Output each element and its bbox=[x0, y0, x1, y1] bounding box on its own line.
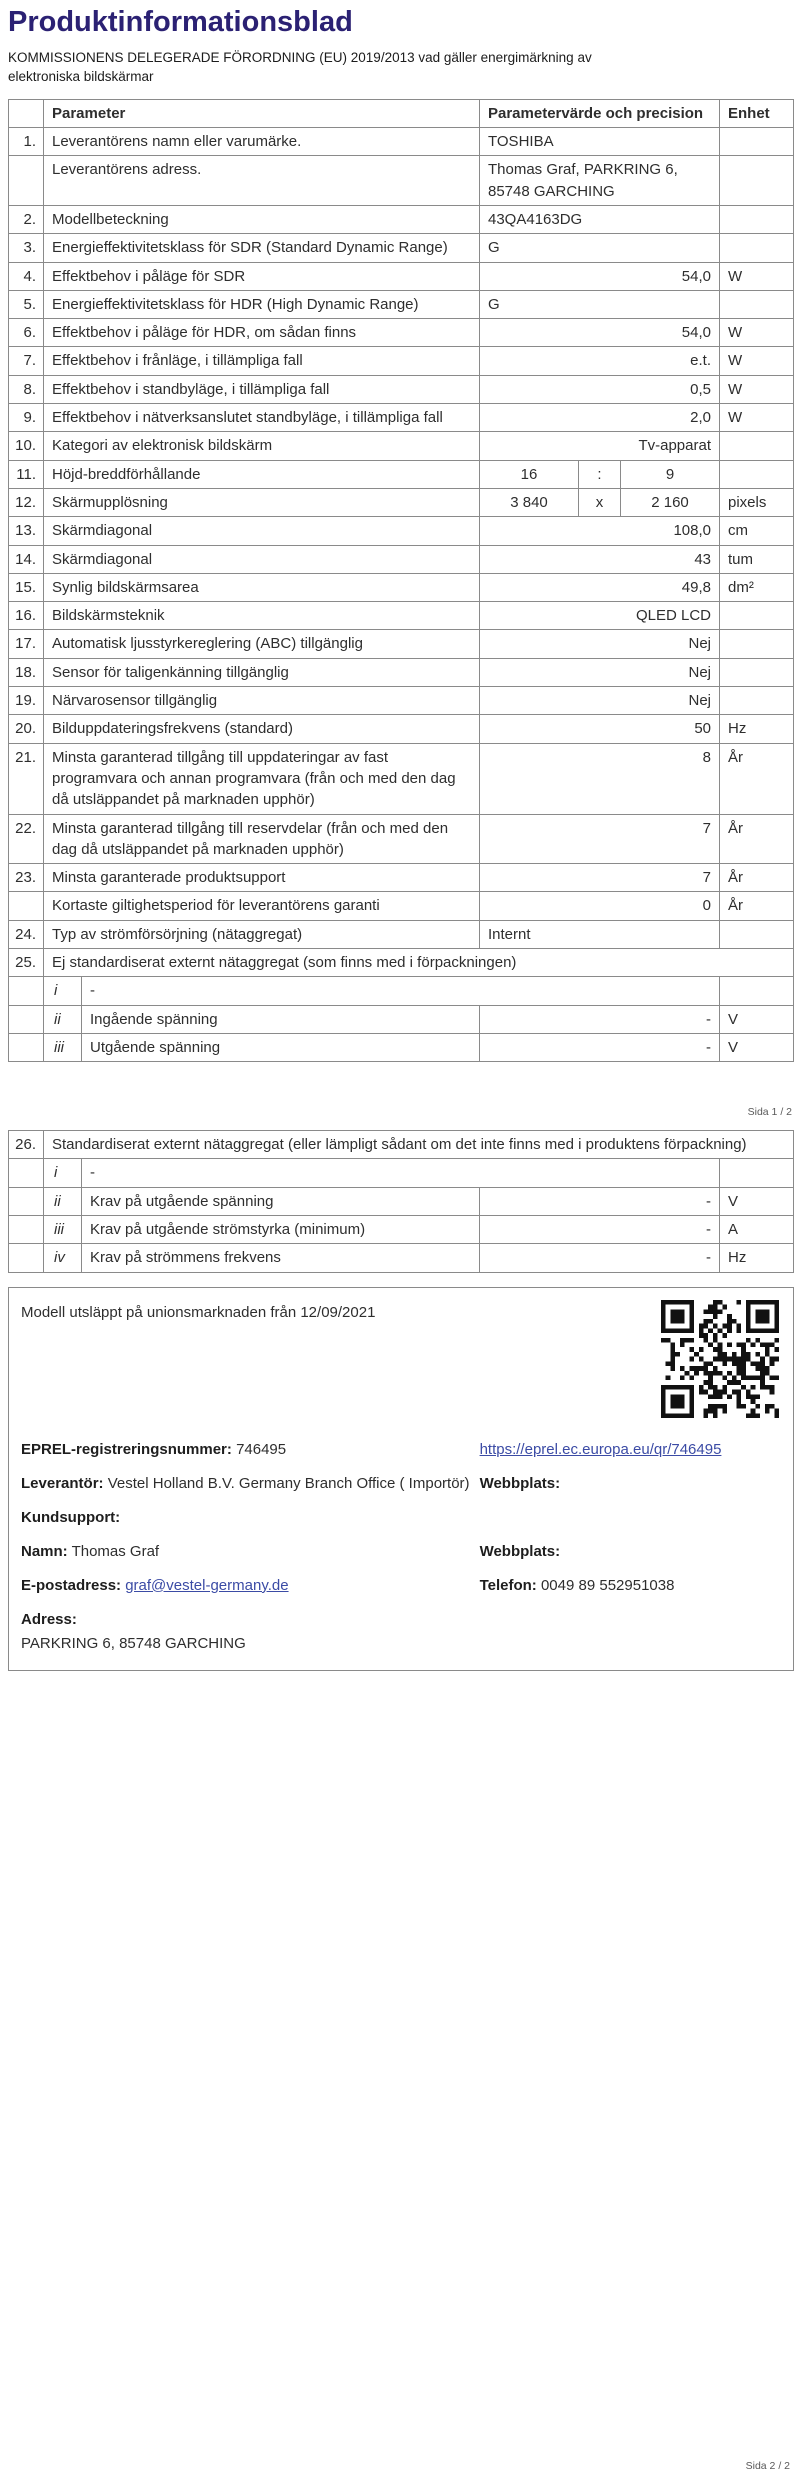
parameter-value: 54,0 bbox=[479, 319, 719, 346]
table-row bbox=[9, 891, 793, 919]
supplier-label: Leverantör: bbox=[21, 1474, 104, 1492]
unit-label bbox=[719, 461, 793, 488]
table-row bbox=[9, 290, 793, 318]
parameter-value: 54,0 bbox=[479, 263, 719, 290]
email-link[interactable]: graf@vestel-germany.de bbox=[125, 1576, 289, 1594]
market-release-row bbox=[21, 1298, 779, 1426]
parameter-label: Krav på utgående strömstyrka (minimum) bbox=[81, 1216, 479, 1243]
eprel-link-cell bbox=[480, 1439, 779, 1460]
unit-label: A bbox=[719, 1216, 793, 1243]
parameter-label: Typ av strömförsörjning (nätaggregat) bbox=[43, 921, 479, 948]
sub-row-numeral: i bbox=[43, 977, 81, 1004]
row-number: 14. bbox=[15, 550, 36, 568]
parameter-label: Effektbehov i påläge för HDR, om sådan finns bbox=[43, 319, 479, 346]
table-row bbox=[9, 262, 793, 290]
email-label: E-postadress: bbox=[21, 1576, 122, 1594]
unit-label: År bbox=[719, 892, 793, 919]
parameter-label: Standardiserat externt nätaggregat (eller lämpligt sådant om det inte finns med i produktens förpackning) bbox=[43, 1131, 793, 1158]
parameter-label: Effektbehov i påläge för SDR bbox=[43, 263, 479, 290]
unit-label bbox=[719, 977, 793, 1004]
regulation-subtitle: KOMMISSIONENS DELEGERADE FÖRORDNING (EU) 2019/2013 vad gäller energimärkning av elektroniska bildskärmar bbox=[8, 50, 592, 84]
parameter-value: 43 bbox=[479, 546, 719, 573]
contact-name-cell bbox=[21, 1541, 480, 1562]
phone-label: Telefon: bbox=[479, 1576, 537, 1594]
unit-label bbox=[719, 602, 793, 629]
header-parameter: Parameter bbox=[43, 100, 479, 127]
row-number: 8. bbox=[23, 380, 36, 398]
parameter-label: Energieffektivitetsklass för SDR (Standard Dynamic Range) bbox=[43, 234, 479, 261]
row-number: 12. bbox=[15, 493, 36, 511]
page-title: Produktinformationsblad bbox=[8, 6, 353, 38]
unit-label: Hz bbox=[719, 715, 793, 742]
parameter-label: Automatisk ljusstyrkereglering (ABC) tillgänglig bbox=[43, 630, 479, 657]
parameter-label: Närvarosensor tillgänglig bbox=[43, 687, 479, 714]
parameter-label: Modellbeteckning bbox=[43, 206, 479, 233]
unit-label bbox=[719, 128, 793, 155]
row-number: 1. bbox=[23, 133, 36, 151]
table-row bbox=[9, 601, 793, 629]
support-website-cell bbox=[480, 1541, 779, 1562]
page-2-label: Sida 2 / 2 bbox=[745, 2460, 790, 2472]
row-number bbox=[9, 156, 43, 205]
unit-label bbox=[719, 687, 793, 714]
parameter-label: Krav på strömmens frekvens bbox=[81, 1244, 479, 1271]
row-number: 2. bbox=[23, 210, 36, 228]
unit-label: År bbox=[719, 864, 793, 891]
row-number bbox=[9, 1034, 43, 1061]
website-label: Webbplats: bbox=[479, 1474, 561, 1492]
row-number: 22. bbox=[15, 819, 36, 837]
row-number bbox=[9, 1188, 43, 1215]
table-row bbox=[9, 488, 793, 516]
row-number: 6. bbox=[23, 324, 36, 342]
unit-label: År bbox=[719, 744, 793, 814]
parameter-value: G bbox=[479, 291, 719, 318]
table-row bbox=[9, 686, 793, 714]
phone-value: 0049 89 552951038 bbox=[540, 1576, 675, 1594]
parameter-value: 43QA4163DG bbox=[479, 206, 719, 233]
supplier-cell bbox=[21, 1473, 480, 1494]
eprel-link[interactable]: https://eprel.ec.europa.eu/qr/746495 bbox=[479, 1440, 722, 1458]
parameter-value: 7 bbox=[479, 864, 719, 891]
row-number bbox=[9, 1244, 43, 1271]
unit-label bbox=[719, 630, 793, 657]
parameter-value: - bbox=[479, 1244, 719, 1271]
unit-label: V bbox=[719, 1188, 793, 1215]
parameter-label: Sensor för taligenkänning tillgänglig bbox=[43, 659, 479, 686]
contact-email-row bbox=[21, 1575, 779, 1596]
parameter-value: e.t. bbox=[479, 347, 719, 374]
unit-label: W bbox=[719, 319, 793, 346]
parameter-value: - bbox=[479, 1188, 719, 1215]
parameter-table-page1 bbox=[8, 99, 794, 1062]
address-label-cell bbox=[21, 1609, 480, 1630]
table-row bbox=[9, 1005, 793, 1033]
value-part-1: 16 bbox=[479, 461, 578, 488]
parameter-value: 8 bbox=[479, 744, 719, 814]
unit-label: W bbox=[719, 404, 793, 431]
eprel-label: EPREL-registreringsnummer: bbox=[21, 1440, 232, 1458]
row-number: 11. bbox=[16, 465, 36, 483]
table-row bbox=[9, 1131, 793, 1158]
parameter-label: Effektbehov i nätverksanslutet standbyläge, i tillämpliga fall bbox=[43, 404, 479, 431]
row-number: 25. bbox=[15, 953, 36, 971]
table-row bbox=[9, 545, 793, 573]
parameter-value: Thomas Graf, PARKRING 6, 85748 GARCHING bbox=[479, 156, 719, 205]
table-row bbox=[9, 629, 793, 657]
row-number bbox=[9, 977, 43, 1004]
row-number bbox=[9, 1216, 43, 1243]
table-row bbox=[9, 573, 793, 601]
parameter-label: Skärmdiagonal bbox=[43, 546, 479, 573]
unit-label: cm bbox=[719, 517, 793, 544]
supplier-value: Vestel Holland B.V. Germany Branch Office ( Importör) bbox=[107, 1474, 470, 1492]
support-label: Kundsupport: bbox=[21, 1508, 121, 1526]
table-row bbox=[9, 658, 793, 686]
website-label-2: Webbplats: bbox=[479, 1542, 561, 1560]
parameter-value: Internt bbox=[479, 921, 719, 948]
eprel-value: 746495 bbox=[236, 1440, 287, 1458]
row-number: 5. bbox=[23, 295, 36, 313]
row-number: 9. bbox=[23, 409, 36, 427]
parameter-value: 2,0 bbox=[479, 404, 719, 431]
sub-row-numeral: iii bbox=[43, 1034, 81, 1061]
row-number: 4. bbox=[23, 267, 36, 285]
parameter-value: TOSHIBA bbox=[479, 128, 719, 155]
value-separator: x bbox=[578, 489, 620, 516]
parameter-label: Leverantörens namn eller varumärke. bbox=[43, 128, 479, 155]
address-label-row bbox=[21, 1609, 779, 1630]
unit-label: Hz bbox=[719, 1244, 793, 1271]
parameter-label: Minsta garanterad tillgång till uppdateringar av fast programvara och annan programvara (från och med den dag då utsläppandet på marknaden upphör) bbox=[43, 744, 479, 814]
parameter-label: Skärmupplösning bbox=[43, 489, 479, 516]
parameter-label: Bilduppdateringsfrekvens (standard) bbox=[43, 715, 479, 742]
parameter-label: Kategori av elektronisk bildskärm bbox=[43, 432, 479, 459]
parameter-value: QLED LCD bbox=[479, 602, 719, 629]
row-number: 7. bbox=[23, 352, 36, 370]
table-row bbox=[9, 1187, 793, 1215]
row-number: 17. bbox=[15, 635, 36, 653]
supplier-info-box bbox=[8, 1287, 794, 1671]
sub-row-numeral: iv bbox=[43, 1244, 81, 1271]
unit-label: tum bbox=[719, 546, 793, 573]
parameter-value: 50 bbox=[479, 715, 719, 742]
parameter-table-page2 bbox=[8, 1130, 794, 1272]
header-value: Parametervärde och precision bbox=[479, 100, 719, 127]
parameter-label: Bildskärmsteknik bbox=[43, 602, 479, 629]
table-row bbox=[9, 318, 793, 346]
table-row bbox=[9, 233, 793, 261]
page-1-label: Sida 1 / 2 bbox=[747, 1106, 792, 1119]
table-header-row bbox=[9, 100, 793, 127]
row-number bbox=[9, 892, 43, 919]
eprel-row bbox=[21, 1439, 779, 1460]
unit-label: V bbox=[719, 1034, 793, 1061]
table-row bbox=[9, 431, 793, 459]
unit-label bbox=[719, 291, 793, 318]
parameter-value: - bbox=[81, 1159, 719, 1186]
parameter-value: 49,8 bbox=[479, 574, 719, 601]
parameter-value: 7 bbox=[479, 815, 719, 864]
sub-row-numeral: iii bbox=[43, 1216, 81, 1243]
value-part-2: 9 bbox=[620, 461, 719, 488]
row-number: 24. bbox=[15, 925, 36, 943]
table-row bbox=[9, 403, 793, 431]
row-number: 15. bbox=[15, 578, 36, 596]
parameter-label: Effektbehov i standbyläge, i tillämpliga fall bbox=[43, 376, 479, 403]
parameter-label: Minsta garanterade produktsupport bbox=[43, 864, 479, 891]
address-value: PARKRING 6, 85748 GARCHING bbox=[21, 1634, 246, 1652]
parameter-label: Utgående spänning bbox=[81, 1034, 479, 1061]
parameter-value: - bbox=[479, 1006, 719, 1033]
unit-label: pixels bbox=[719, 489, 793, 516]
table-row bbox=[9, 976, 793, 1004]
row-number: 19. bbox=[15, 692, 36, 710]
unit-label bbox=[719, 206, 793, 233]
unit-label bbox=[719, 432, 793, 459]
unit-label bbox=[719, 921, 793, 948]
parameter-label: Synlig bildskärmsarea bbox=[43, 574, 479, 601]
unit-label bbox=[719, 1159, 793, 1186]
parameter-label: Skärmdiagonal bbox=[43, 517, 479, 544]
table-row bbox=[9, 155, 793, 205]
parameter-value: G bbox=[479, 234, 719, 261]
name-value: Thomas Graf bbox=[71, 1542, 160, 1560]
sub-row-numeral: ii bbox=[43, 1188, 81, 1215]
parameter-label: Krav på utgående spänning bbox=[81, 1188, 479, 1215]
address-label: Adress: bbox=[21, 1610, 77, 1628]
parameter-label: Minsta garanterad tillgång till reservdelar (från och med den dag då utsläppandet på marknaden upphör) bbox=[43, 815, 479, 864]
table-row bbox=[9, 346, 793, 374]
table-row bbox=[9, 1033, 793, 1061]
parameter-value: - bbox=[479, 1216, 719, 1243]
value-part-2: 2 160 bbox=[620, 489, 719, 516]
parameter-value: - bbox=[81, 977, 719, 1004]
parameter-value: Nej bbox=[479, 630, 719, 657]
unit-label bbox=[719, 234, 793, 261]
support-cell bbox=[21, 1507, 480, 1528]
parameter-value: 0 bbox=[479, 892, 719, 919]
parameter-label: Energieffektivitetsklass för HDR (High Dynamic Range) bbox=[43, 291, 479, 318]
value-separator: : bbox=[578, 461, 620, 488]
unit-label: År bbox=[719, 815, 793, 864]
row-number: 20. bbox=[15, 720, 36, 738]
unit-label: W bbox=[719, 347, 793, 374]
email-cell bbox=[21, 1575, 480, 1596]
market-release-text: Modell utsläppt på unionsmarknaden från 12/09/2021 bbox=[21, 1303, 376, 1321]
parameter-value: Nej bbox=[479, 687, 719, 714]
table-row bbox=[9, 1243, 793, 1271]
supplier-website-cell bbox=[480, 1473, 779, 1494]
row-number bbox=[9, 1159, 43, 1186]
parameter-label: Ingående spänning bbox=[81, 1006, 479, 1033]
row-number: 10. bbox=[15, 437, 36, 455]
row-number: 26. bbox=[15, 1136, 36, 1154]
table-row bbox=[9, 375, 793, 403]
supplier-row bbox=[21, 1473, 779, 1494]
parameter-label: Effektbehov i frånläge, i tillämpliga fall bbox=[43, 347, 479, 374]
name-label: Namn: bbox=[21, 1542, 68, 1560]
table-row bbox=[9, 127, 793, 155]
phone-cell bbox=[480, 1575, 779, 1596]
parameter-value: Nej bbox=[479, 659, 719, 686]
sub-row-numeral: ii bbox=[43, 1006, 81, 1033]
parameter-label: Ej standardiserat externt nätaggregat (som finns med i förpackningen) bbox=[43, 949, 793, 976]
row-number: 18. bbox=[15, 663, 36, 681]
parameter-label: Kortaste giltighetsperiod för leverantörens garanti bbox=[43, 892, 479, 919]
contact-name-row bbox=[21, 1541, 779, 1562]
unit-label bbox=[719, 659, 793, 686]
parameter-value: Tv-apparat bbox=[479, 432, 719, 459]
eprel-number bbox=[21, 1439, 480, 1460]
row-number: 21. bbox=[15, 748, 36, 766]
table-row bbox=[9, 1215, 793, 1243]
row-number: 13. bbox=[15, 522, 36, 540]
header-unit: Enhet bbox=[719, 100, 793, 127]
header-number-cell bbox=[9, 100, 43, 127]
sub-row-numeral: i bbox=[43, 1159, 81, 1186]
parameter-value: 0,5 bbox=[479, 376, 719, 403]
table-row bbox=[9, 460, 793, 488]
table-row bbox=[9, 920, 793, 948]
unit-label bbox=[719, 156, 793, 205]
unit-label: W bbox=[719, 263, 793, 290]
value-part-1: 3 840 bbox=[479, 489, 578, 516]
table-row bbox=[9, 814, 793, 864]
support-row bbox=[21, 1507, 779, 1528]
row-number: 3. bbox=[23, 239, 36, 257]
table-row bbox=[9, 714, 793, 742]
unit-label: V bbox=[719, 1006, 793, 1033]
row-number: 23. bbox=[15, 869, 36, 887]
table-row bbox=[9, 516, 793, 544]
row-number bbox=[9, 1006, 43, 1033]
parameter-value: - bbox=[479, 1034, 719, 1061]
table-row bbox=[9, 863, 793, 891]
parameter-label: Höjd-breddförhållande bbox=[43, 461, 479, 488]
table-row bbox=[9, 1158, 793, 1186]
table-row bbox=[9, 205, 793, 233]
parameter-label: Leverantörens adress. bbox=[43, 156, 479, 205]
qr-code-icon bbox=[661, 1300, 779, 1418]
row-number: 16. bbox=[15, 607, 36, 625]
parameter-value: 108,0 bbox=[479, 517, 719, 544]
table-row bbox=[9, 948, 793, 976]
unit-label: dm² bbox=[719, 574, 793, 601]
table-row bbox=[9, 743, 793, 814]
unit-label: W bbox=[719, 376, 793, 403]
